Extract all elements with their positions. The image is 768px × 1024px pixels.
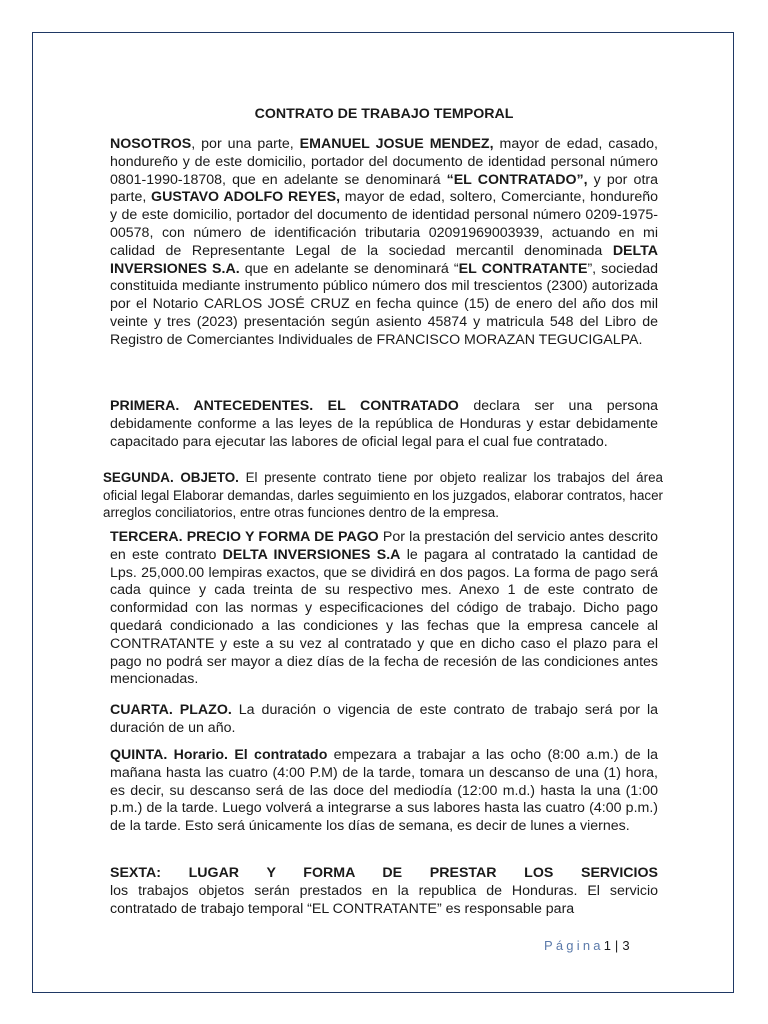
- heading-text: SEXTA: LUGAR Y FORMA DE PRESTAR LOS SERVICIOS: [110, 865, 658, 881]
- clause-segunda-heading: SEGUNDA. OBJETO.: [103, 470, 239, 485]
- page-number: 1: [603, 938, 611, 953]
- bold-company: DELTA INVERSIONES S.A: [222, 546, 401, 563]
- clause-quinta-heading: QUINTA. Horario. El contratado: [110, 747, 328, 763]
- paragraph-parties: [110, 136, 658, 350]
- clause-quinta: [110, 747, 658, 836]
- text: que en adelante se denominará “: [239, 260, 459, 277]
- clause-primera-heading: PRIMERA. ANTECEDENTES. EL CONTRATADO: [110, 398, 459, 414]
- clause-cuarta: [110, 702, 658, 738]
- page-footer: [544, 938, 630, 953]
- page-separator: |: [614, 938, 619, 953]
- clause-segunda: [103, 469, 663, 522]
- text: , por una parte,: [191, 136, 300, 152]
- clause-primera-body: declara ser una persona debidamente conforme a las leyes de la república de Honduras y estar debidamente capacitado para ejecutar las labores de oficial legal para el cual fue contratado.: [110, 398, 659, 450]
- bold-contratado-name: EMANUEL JOSUE MENDEZ,: [299, 136, 494, 152]
- clause-sexta: [110, 865, 658, 918]
- bold-company: DELTA INVERSIONES S.A.: [110, 242, 658, 277]
- clause-tercera-heading: TERCERA. PRECIO Y FORMA DE PAGO: [110, 529, 379, 545]
- bold-el-contratado: “EL CONTRATADO”,: [446, 171, 588, 188]
- clause-tercera: [110, 529, 658, 689]
- clause-primera: [110, 398, 658, 451]
- text: le pagara al contratado la cantidad de Lps. 25,000.00 lempiras exactos, que se dividirá en dos pagos. La forma de pago será cada quince y cada treinta de su respectivo mes. Anexo 1 de este contrato de conformidad con las normas y especificaciones del código de trabajo. Dicho pago quedará condicionado a las condiciones y las fechas que la empresa cancele al CONTRATANTE y este a su vez al contratado y que en dicho caso el plazo para el pago no podrá ser mayor a diez días de la fecha de recesión de las condiciones antes mencionadas.: [110, 546, 658, 688]
- text: y por otra parte,: [110, 171, 658, 206]
- bold-contratante-name: GUSTAVO ADOLFO REYES,: [151, 189, 341, 206]
- clause-sexta-heading: [110, 865, 658, 883]
- text: mayor de edad, casado, hondureño y de este domicilio, portador del documento de identidad personal número 0801-1990-18708, que en adelante se denominará: [110, 136, 659, 188]
- text: mayor de edad, soltero, Comerciante, hondureño y de este domicilio, portador del documento de identidad personal número 0209-1975-00578, con número de identificación tributaria 02091969003939, actuando en mi calidad de Representante Legal de la sociedad mercantil denominada: [110, 189, 658, 259]
- clause-cuarta-body: La duración o vigencia de este contrato de trabajo será por la duración de un año.: [110, 702, 658, 736]
- page-word: Página: [544, 938, 604, 953]
- text: Por la prestación del servicio antes descrito en este contrato: [110, 529, 659, 563]
- clause-quinta-body: empezara a trabajar a las ocho (8:00 a.m.) de la mañana hasta las cuatro (4:00 P.M) de la tarde, tomara un descanso de una (1) hora, es decir, su descanso será de las doce del mediodía (12:00 m.d.) hasta la una (1:00 p.m.) de la tarde. Luego volverá a integrarse a sus labores hasta las cuatro (4:00 p.m.) de la tarde. Esto será únicamente los días de semana, es decir de lunes a viernes.: [110, 747, 658, 835]
- page-total: 3: [622, 938, 630, 953]
- clause-cuarta-heading: CUARTA. PLAZO.: [110, 702, 232, 718]
- bold-el-contratante: EL CONTRATANTE: [458, 260, 588, 277]
- text: ”, sociedad constituida mediante instrumento público número dos mil trescientos (2300) autorizada por el Notario CARLOS JOSÉ CRUZ en fecha quince (15) de enero del año dos mil veinte y tres (2023) presentación según asiento 45874 y matricula 548 del Libro de Registro de Comerciantes Individuales de FRANCISCO MORAZAN TEGUCIGALPA.: [110, 260, 658, 348]
- clause-segunda-body: El presente contrato tiene por objeto realizar los trabajos del área oficial legal Elaborar demandas, darles seguimiento en los juzgados, elaborar contratos, hacer arreglos conciliatorios, entre otras funciones dentro de la empresa.: [103, 470, 663, 520]
- clause-sexta-body: los trabajos objetos serán prestados en la republica de Honduras. El servicio contratado de trabajo temporal “EL CONTRATANTE” es responsable para: [110, 882, 658, 917]
- document-title: CONTRATO DE TRABAJO TEMPORAL: [254, 106, 514, 122]
- bold-nosotros: NOSOTROS: [110, 136, 192, 152]
